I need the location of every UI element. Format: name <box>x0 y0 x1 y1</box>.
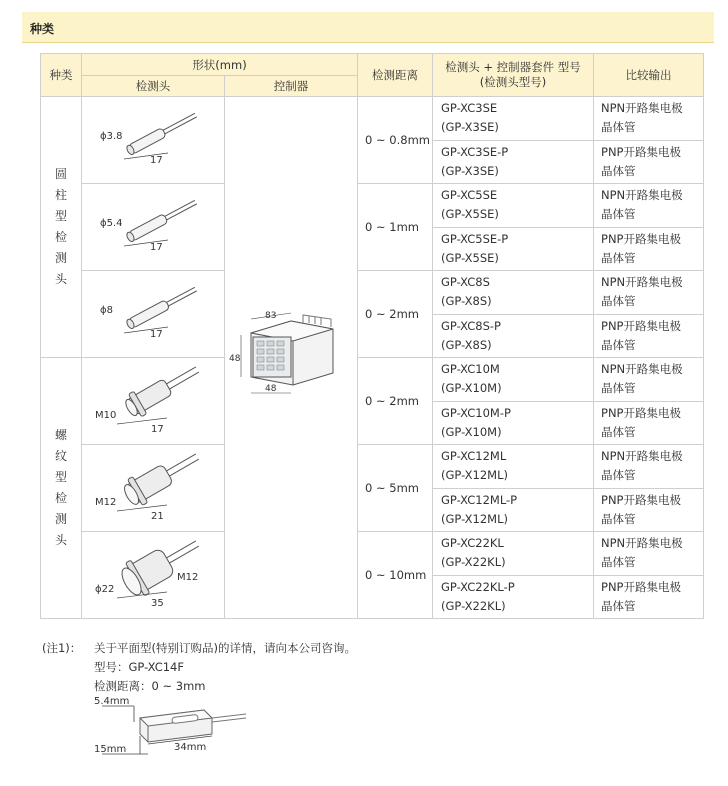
output-cell <box>594 314 704 358</box>
category-0 <box>41 97 82 358</box>
output-type: NPN开路集电极 <box>601 275 683 290</box>
output-type: PNP开路集电极 <box>601 318 681 333</box>
model-cell <box>433 227 594 271</box>
category-label-0: 圆柱型检测头 <box>54 167 67 286</box>
kit-model: GP-XC8S <box>441 275 490 290</box>
model-cell <box>433 532 594 576</box>
note-label: (注1)： <box>42 641 82 655</box>
head-cell-0 <box>82 97 225 184</box>
output-type: NPN开路集电极 <box>601 362 683 377</box>
model-cell <box>433 271 594 315</box>
head-model: (GP-X22KL) <box>441 598 506 613</box>
output-type-2: 晶体管 <box>601 337 636 352</box>
output-type: PNP开路集电极 <box>601 144 681 159</box>
cylinder-sensor-8-icon <box>98 283 208 343</box>
head-cell-1 <box>82 184 225 271</box>
output-type-2: 晶体管 <box>601 120 636 135</box>
controller-unit-icon <box>229 311 353 401</box>
threaded-sensor-m12-icon <box>93 449 213 525</box>
output-type-2: 晶体管 <box>601 598 636 613</box>
model-cell <box>433 184 594 228</box>
output-cell <box>594 140 704 184</box>
threaded-sensor-m10-icon <box>93 362 213 438</box>
output-cell <box>594 445 704 489</box>
header-shape: 形状(mm) <box>82 54 358 76</box>
model-cell <box>433 445 594 489</box>
flat-thickness-label: 5.4mm <box>94 696 130 707</box>
head-model: (GP-X5SE) <box>441 250 499 265</box>
header-head: 检测头 <box>82 76 225 97</box>
output-type-2: 晶体管 <box>601 207 636 222</box>
head-len-label-4: 21 <box>151 510 164 522</box>
head-dia-label-4: M12 <box>95 496 117 508</box>
model-cell <box>433 358 594 402</box>
model-cell <box>433 140 594 184</box>
head-dia-label-3: M10 <box>95 409 117 421</box>
kit-model: GP-XC12ML <box>441 449 507 464</box>
head-model: (GP-X3SE) <box>441 120 499 135</box>
category-label-1: 螺纹型检测头 <box>54 428 67 547</box>
threaded-sensor-m22-icon <box>93 536 213 612</box>
distance-cell: 0 ~ 0.8mm <box>358 97 433 184</box>
output-type-2: 晶体管 <box>601 424 636 439</box>
kit-model: GP-XC10M <box>441 362 500 377</box>
output-cell <box>594 488 704 532</box>
head-dia-label-0: ϕ3.8 <box>100 130 123 142</box>
head-model: (GP-X8S) <box>441 294 492 309</box>
output-type: NPN开路集电极 <box>601 536 683 551</box>
output-type-2: 晶体管 <box>601 381 636 396</box>
head-cell-3 <box>82 358 225 445</box>
cylinder-sensor-5.4-icon <box>98 196 208 256</box>
output-type: PNP开路集电极 <box>601 405 681 420</box>
kit-model: GP-XC10M-P <box>441 405 511 420</box>
flat-length-label: 34mm <box>174 742 207 753</box>
head-len-label-3: 17 <box>151 423 164 435</box>
output-type: PNP开路集电极 <box>601 231 681 246</box>
controller-cell <box>225 97 358 619</box>
output-type-2: 晶体管 <box>601 511 636 526</box>
section-title: 种类 <box>30 22 55 36</box>
output-type-2: 晶体管 <box>601 555 636 570</box>
distance-cell: 0 ~ 2mm <box>358 271 433 358</box>
category-1 <box>41 358 82 619</box>
controller-width-label: 83 <box>265 311 277 321</box>
kit-model: GP-XC5SE <box>441 188 498 203</box>
head-dia-label-5: ϕ22 <box>95 583 115 595</box>
head-model: (GP-X3SE) <box>441 163 499 178</box>
output-type: PNP开路集电极 <box>601 579 681 594</box>
head-dia-label-2: ϕ8 <box>100 304 113 316</box>
section-header <box>22 12 714 43</box>
header-distance: 检测距离 <box>358 54 433 97</box>
kit-model: GP-XC12ML-P <box>441 492 518 507</box>
model-cell <box>433 97 594 141</box>
output-type-2: 晶体管 <box>601 468 636 483</box>
head-model: (GP-X10M) <box>441 424 502 439</box>
flat-width-label: 15mm <box>94 744 127 755</box>
output-type: PNP开路集电极 <box>601 492 681 507</box>
head-cell-5 <box>82 532 225 619</box>
kit-model: GP-XC3SE-P <box>441 144 509 159</box>
model-cell <box>433 575 594 619</box>
note-line-1: 关于平面型(特别订购品)的详情，请向本公司咨询。 <box>94 641 356 655</box>
head-model: (GP-X5SE) <box>441 207 499 222</box>
distance-cell: 0 ~ 1mm <box>358 184 433 271</box>
output-cell <box>594 575 704 619</box>
head-cell-2 <box>82 271 225 358</box>
output-type: NPN开路集电极 <box>601 449 683 464</box>
model-cell <box>433 488 594 532</box>
header-type: 种类 <box>41 54 82 97</box>
head-model: (GP-X12ML) <box>441 468 508 483</box>
note-line-3: 检测距离：0 ~ 3mm <box>94 679 206 693</box>
head-len-label-5: 35 <box>151 597 164 609</box>
kit-model: GP-XC22KL-P <box>441 579 515 594</box>
head-len-label-1: 17 <box>150 241 163 253</box>
kit-model: GP-XC8S-P <box>441 318 501 333</box>
flat-sensor-icon <box>94 696 254 762</box>
distance-cell: 0 ~ 5mm <box>358 445 433 532</box>
output-cell <box>594 358 704 402</box>
model-cell <box>433 401 594 445</box>
kit-model: GP-XC5SE-P <box>441 231 509 246</box>
header-output: 比较输出 <box>594 54 704 97</box>
distance-cell: 0 ~ 10mm <box>358 532 433 619</box>
model-cell <box>433 314 594 358</box>
head-model: (GP-X12ML) <box>441 511 508 526</box>
kit-model: GP-XC3SE <box>441 101 498 116</box>
head-thread-label-5: M12 <box>177 571 199 583</box>
output-cell <box>594 184 704 228</box>
head-model: (GP-X8S) <box>441 337 492 352</box>
output-type: NPN开路集电极 <box>601 188 683 203</box>
note-line-2: 型号：GP-XC14F <box>94 660 184 674</box>
head-len-label-0: 17 <box>150 154 163 166</box>
output-cell <box>594 271 704 315</box>
output-type-2: 晶体管 <box>601 163 636 178</box>
output-type-2: 晶体管 <box>601 294 636 309</box>
header-model: 检测头 + 控制器套件 型号 (检测头型号) <box>433 54 594 97</box>
head-cell-4 <box>82 445 225 532</box>
output-cell <box>594 532 704 576</box>
cylinder-sensor-3.8-icon <box>98 109 208 169</box>
head-len-label-2: 17 <box>150 328 163 340</box>
output-type-2: 晶体管 <box>601 250 636 265</box>
controller-depth-label: 48 <box>265 384 277 394</box>
kit-model: GP-XC22KL <box>441 536 504 551</box>
controller-height-label: 48 <box>229 354 241 364</box>
output-type: NPN开路集电极 <box>601 101 683 116</box>
distance-cell: 0 ~ 2mm <box>358 358 433 445</box>
output-cell <box>594 97 704 141</box>
product-spec-table <box>40 53 704 619</box>
output-cell <box>594 227 704 271</box>
output-cell <box>594 401 704 445</box>
head-dia-label-1: ϕ5.4 <box>100 217 123 229</box>
head-model: (GP-X10M) <box>441 381 502 396</box>
head-model: (GP-X22KL) <box>441 555 506 570</box>
header-controller: 控制器 <box>225 76 358 97</box>
